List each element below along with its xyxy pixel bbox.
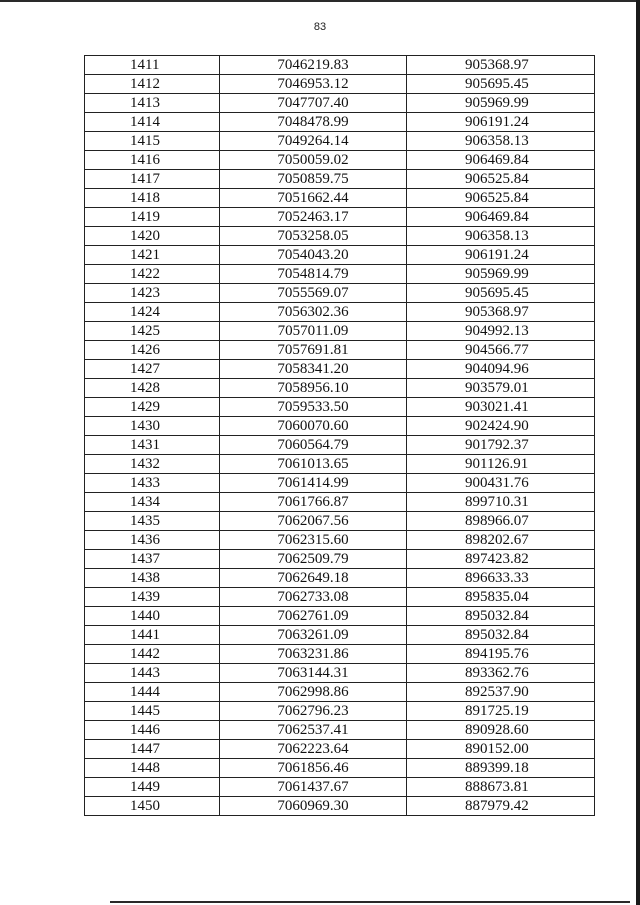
point-number-cell: 1445 bbox=[85, 702, 220, 721]
table-row bbox=[85, 759, 595, 778]
coordinate-y-cell: 900431.76 bbox=[407, 474, 595, 493]
coordinate-y-cell: 906191.24 bbox=[407, 113, 595, 132]
point-number-cell: 1438 bbox=[85, 569, 220, 588]
coordinate-y-cell: 902424.90 bbox=[407, 417, 595, 436]
coordinate-y-cell: 905695.45 bbox=[407, 284, 595, 303]
table-row bbox=[85, 379, 595, 398]
table-row bbox=[85, 56, 595, 75]
coordinate-y-cell: 888673.81 bbox=[407, 778, 595, 797]
coordinate-y-cell: 890928.60 bbox=[407, 721, 595, 740]
coordinate-x-cell: 7059533.50 bbox=[220, 398, 407, 417]
coordinate-y-cell: 906191.24 bbox=[407, 246, 595, 265]
coordinate-y-cell: 887979.42 bbox=[407, 797, 595, 816]
coordinate-x-cell: 7062761.09 bbox=[220, 607, 407, 626]
coordinate-x-cell: 7063144.31 bbox=[220, 664, 407, 683]
coordinate-x-cell: 7053258.05 bbox=[220, 227, 407, 246]
coordinate-x-cell: 7062315.60 bbox=[220, 531, 407, 550]
table-row bbox=[85, 512, 595, 531]
coordinate-y-cell: 892537.90 bbox=[407, 683, 595, 702]
coordinate-x-cell: 7049264.14 bbox=[220, 132, 407, 151]
coordinate-y-cell: 897423.82 bbox=[407, 550, 595, 569]
scan-edge-bottom bbox=[110, 901, 630, 903]
point-number-cell: 1443 bbox=[85, 664, 220, 683]
coordinate-y-cell: 890152.00 bbox=[407, 740, 595, 759]
table-row bbox=[85, 607, 595, 626]
coordinate-x-cell: 7061766.87 bbox=[220, 493, 407, 512]
coordinate-x-cell: 7046219.83 bbox=[220, 56, 407, 75]
table-row bbox=[85, 550, 595, 569]
coordinate-y-cell: 895835.04 bbox=[407, 588, 595, 607]
coordinate-x-cell: 7062649.18 bbox=[220, 569, 407, 588]
table-row bbox=[85, 797, 595, 816]
point-number-cell: 1426 bbox=[85, 341, 220, 360]
coordinate-x-cell: 7048478.99 bbox=[220, 113, 407, 132]
point-number-cell: 1430 bbox=[85, 417, 220, 436]
coordinate-y-cell: 904992.13 bbox=[407, 322, 595, 341]
coordinate-x-cell: 7054043.20 bbox=[220, 246, 407, 265]
coordinate-y-cell: 895032.84 bbox=[407, 626, 595, 645]
point-number-cell: 1416 bbox=[85, 151, 220, 170]
point-number-cell: 1449 bbox=[85, 778, 220, 797]
point-number-cell: 1421 bbox=[85, 246, 220, 265]
coordinate-x-cell: 7054814.79 bbox=[220, 265, 407, 284]
point-number-cell: 1434 bbox=[85, 493, 220, 512]
point-number-cell: 1447 bbox=[85, 740, 220, 759]
coordinate-x-cell: 7062223.64 bbox=[220, 740, 407, 759]
coordinate-y-cell: 894195.76 bbox=[407, 645, 595, 664]
coordinate-y-cell: 905695.45 bbox=[407, 75, 595, 94]
table-row bbox=[85, 227, 595, 246]
point-number-cell: 1419 bbox=[85, 208, 220, 227]
point-number-cell: 1436 bbox=[85, 531, 220, 550]
point-number-cell: 1413 bbox=[85, 94, 220, 113]
table-row bbox=[85, 284, 595, 303]
table-row bbox=[85, 588, 595, 607]
coordinate-x-cell: 7062537.41 bbox=[220, 721, 407, 740]
coordinate-y-cell: 901126.91 bbox=[407, 455, 595, 474]
coordinate-y-cell: 906469.84 bbox=[407, 151, 595, 170]
coordinates-table bbox=[84, 55, 595, 816]
coordinate-y-cell: 898966.07 bbox=[407, 512, 595, 531]
point-number-cell: 1423 bbox=[85, 284, 220, 303]
table-row bbox=[85, 531, 595, 550]
coordinate-x-cell: 7062509.79 bbox=[220, 550, 407, 569]
coordinates-table-container bbox=[84, 55, 594, 816]
coordinate-y-cell: 905368.97 bbox=[407, 56, 595, 75]
coordinate-x-cell: 7061414.99 bbox=[220, 474, 407, 493]
coordinate-y-cell: 905969.99 bbox=[407, 94, 595, 113]
scan-edge-right bbox=[636, 0, 640, 905]
table-row bbox=[85, 474, 595, 493]
coordinate-y-cell: 906358.13 bbox=[407, 227, 595, 246]
coordinate-x-cell: 7047707.40 bbox=[220, 94, 407, 113]
table-row bbox=[85, 417, 595, 436]
table-row bbox=[85, 778, 595, 797]
point-number-cell: 1433 bbox=[85, 474, 220, 493]
coordinate-x-cell: 7056302.36 bbox=[220, 303, 407, 322]
point-number-cell: 1417 bbox=[85, 170, 220, 189]
coordinate-x-cell: 7046953.12 bbox=[220, 75, 407, 94]
coordinate-y-cell: 895032.84 bbox=[407, 607, 595, 626]
point-number-cell: 1442 bbox=[85, 645, 220, 664]
point-number-cell: 1422 bbox=[85, 265, 220, 284]
point-number-cell: 1441 bbox=[85, 626, 220, 645]
coordinate-y-cell: 899710.31 bbox=[407, 493, 595, 512]
table-row bbox=[85, 683, 595, 702]
coordinate-x-cell: 7050859.75 bbox=[220, 170, 407, 189]
coordinate-x-cell: 7058956.10 bbox=[220, 379, 407, 398]
coordinate-y-cell: 903021.41 bbox=[407, 398, 595, 417]
scan-edge-top bbox=[0, 0, 640, 2]
table-row bbox=[85, 721, 595, 740]
table-row bbox=[85, 265, 595, 284]
point-number-cell: 1437 bbox=[85, 550, 220, 569]
table-row bbox=[85, 132, 595, 151]
table-row bbox=[85, 170, 595, 189]
coordinate-y-cell: 906525.84 bbox=[407, 189, 595, 208]
table-row bbox=[85, 436, 595, 455]
coordinate-x-cell: 7063261.09 bbox=[220, 626, 407, 645]
coordinate-x-cell: 7061437.67 bbox=[220, 778, 407, 797]
point-number-cell: 1425 bbox=[85, 322, 220, 341]
point-number-cell: 1414 bbox=[85, 113, 220, 132]
coordinate-y-cell: 904094.96 bbox=[407, 360, 595, 379]
coordinate-y-cell: 889399.18 bbox=[407, 759, 595, 778]
coordinate-x-cell: 7062067.56 bbox=[220, 512, 407, 531]
table-row bbox=[85, 569, 595, 588]
point-number-cell: 1448 bbox=[85, 759, 220, 778]
coordinate-y-cell: 904566.77 bbox=[407, 341, 595, 360]
table-row bbox=[85, 151, 595, 170]
table-row bbox=[85, 645, 595, 664]
point-number-cell: 1435 bbox=[85, 512, 220, 531]
point-number-cell: 1444 bbox=[85, 683, 220, 702]
point-number-cell: 1424 bbox=[85, 303, 220, 322]
coordinate-y-cell: 891725.19 bbox=[407, 702, 595, 721]
table-row bbox=[85, 322, 595, 341]
table-row bbox=[85, 493, 595, 512]
coordinate-y-cell: 896633.33 bbox=[407, 569, 595, 588]
table-row bbox=[85, 94, 595, 113]
point-number-cell: 1432 bbox=[85, 455, 220, 474]
point-number-cell: 1446 bbox=[85, 721, 220, 740]
coordinate-y-cell: 906358.13 bbox=[407, 132, 595, 151]
coordinate-y-cell: 906469.84 bbox=[407, 208, 595, 227]
point-number-cell: 1440 bbox=[85, 607, 220, 626]
coordinate-x-cell: 7062733.08 bbox=[220, 588, 407, 607]
point-number-cell: 1411 bbox=[85, 56, 220, 75]
coordinate-y-cell: 898202.67 bbox=[407, 531, 595, 550]
page-number: 83 bbox=[313, 21, 327, 33]
coordinate-x-cell: 7052463.17 bbox=[220, 208, 407, 227]
coordinate-y-cell: 905969.99 bbox=[407, 265, 595, 284]
table-row bbox=[85, 626, 595, 645]
point-number-cell: 1429 bbox=[85, 398, 220, 417]
coordinate-y-cell: 903579.01 bbox=[407, 379, 595, 398]
table-row bbox=[85, 341, 595, 360]
coordinate-x-cell: 7063231.86 bbox=[220, 645, 407, 664]
point-number-cell: 1431 bbox=[85, 436, 220, 455]
coordinate-y-cell: 893362.76 bbox=[407, 664, 595, 683]
point-number-cell: 1427 bbox=[85, 360, 220, 379]
table-row bbox=[85, 113, 595, 132]
table-row bbox=[85, 208, 595, 227]
table-row bbox=[85, 740, 595, 759]
table-row bbox=[85, 664, 595, 683]
coordinate-x-cell: 7060564.79 bbox=[220, 436, 407, 455]
table-row bbox=[85, 702, 595, 721]
table-row bbox=[85, 75, 595, 94]
table-row bbox=[85, 455, 595, 474]
table-row bbox=[85, 246, 595, 265]
point-number-cell: 1418 bbox=[85, 189, 220, 208]
coordinate-y-cell: 901792.37 bbox=[407, 436, 595, 455]
coordinate-x-cell: 7062998.86 bbox=[220, 683, 407, 702]
coordinate-x-cell: 7062796.23 bbox=[220, 702, 407, 721]
coordinate-x-cell: 7051662.44 bbox=[220, 189, 407, 208]
coordinate-x-cell: 7055569.07 bbox=[220, 284, 407, 303]
point-number-cell: 1412 bbox=[85, 75, 220, 94]
coordinate-x-cell: 7061013.65 bbox=[220, 455, 407, 474]
point-number-cell: 1420 bbox=[85, 227, 220, 246]
table-body bbox=[85, 56, 595, 816]
coordinate-x-cell: 7060070.60 bbox=[220, 417, 407, 436]
table-row bbox=[85, 303, 595, 322]
point-number-cell: 1415 bbox=[85, 132, 220, 151]
coordinate-x-cell: 7058341.20 bbox=[220, 360, 407, 379]
point-number-cell: 1439 bbox=[85, 588, 220, 607]
table-row bbox=[85, 189, 595, 208]
coordinate-x-cell: 7060969.30 bbox=[220, 797, 407, 816]
point-number-cell: 1450 bbox=[85, 797, 220, 816]
coordinate-x-cell: 7061856.46 bbox=[220, 759, 407, 778]
coordinate-x-cell: 7057011.09 bbox=[220, 322, 407, 341]
point-number-cell: 1428 bbox=[85, 379, 220, 398]
coordinate-y-cell: 905368.97 bbox=[407, 303, 595, 322]
coordinate-x-cell: 7050059.02 bbox=[220, 151, 407, 170]
coordinate-x-cell: 7057691.81 bbox=[220, 341, 407, 360]
coordinate-y-cell: 906525.84 bbox=[407, 170, 595, 189]
table-row bbox=[85, 398, 595, 417]
table-row bbox=[85, 360, 595, 379]
